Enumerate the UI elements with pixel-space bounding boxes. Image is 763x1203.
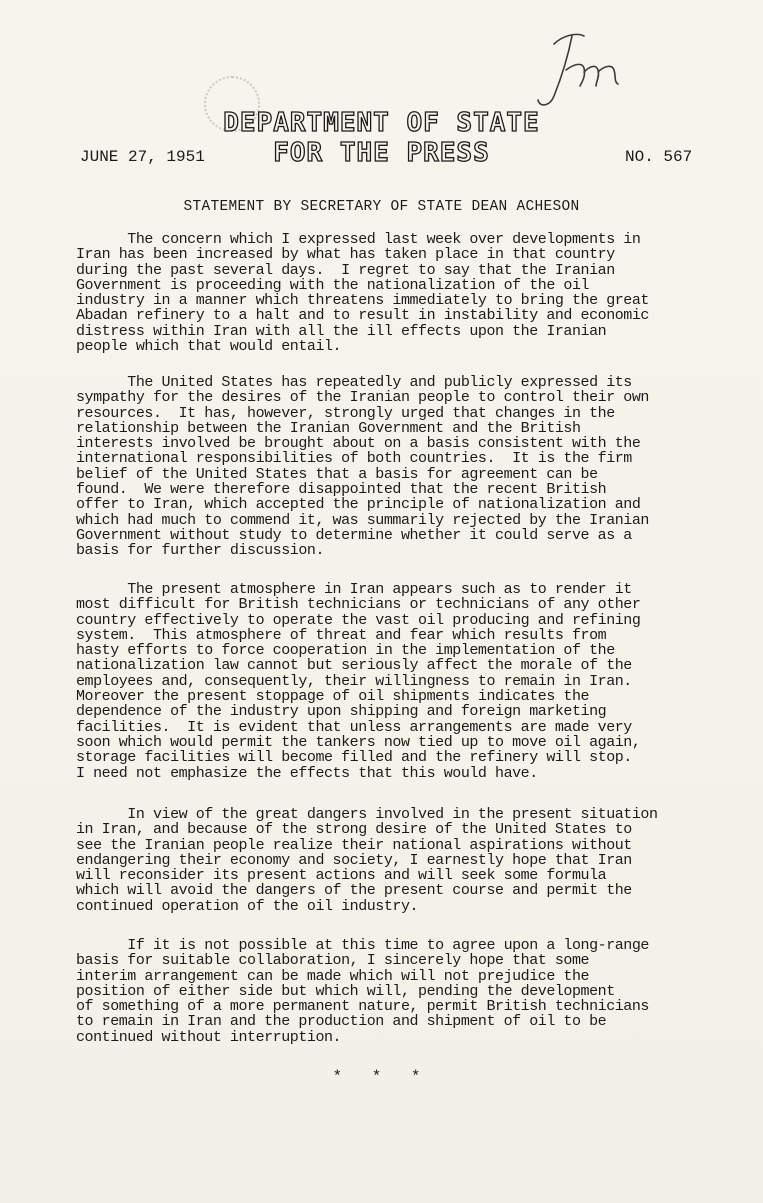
press-heading: FOR THE PRESS [273,138,490,168]
handwritten-initials [532,26,632,116]
release-number: NO. 567 [625,148,693,166]
closing-asterisks: * * * [332,1068,431,1086]
release-date: JUNE 27, 1951 [80,148,205,166]
department-heading: DEPARTMENT OF STATE [223,108,540,138]
statement-title: STATEMENT BY SECRETARY OF STATE DEAN ACHESON [183,199,580,215]
paragraph-3: The present atmosphere in Iran appears such as to render it most difficult for British technicians or technicians of any other country effectively to operate the vast oil producing and refining system. This atmosphere of threat and fear which results from hasty efforts to force cooperation in the implementation of the nationalization law cannot but seriously affect the morale of the employees and, consequently, their willingness to remain in Iran. Moreover the present stoppage of oil shipments indicates the dependence of the industry upon shipping and foreign marketing facilities. It is evident that unless arrangements are made very soon which would permit the tankers now tied up to move oil again, storage facilities will become filled and the refinery will stop. I need not emphasize the effects that this would have. [76,581,641,782]
paragraph-5: If it is not possible at this time to agree upon a long-range basis for suitable collaboration, I sincerely hope that some interim arrangement can be made which will not prejudice the position of either side but which will, pending the development of something of a more permanent nature, permit British technicians to remain in Iran and the production and shipment of oil to be continued without interruption. [76,937,649,1046]
paragraph-1: The concern which I expressed last week over developments in Iran has been increased by what has taken place in that country during the past several days. I regret to say that the Iranian Government is proceeding with the nationalization of the oil industry in a manner which threatens immediately to bring the great Abadan refinery to a halt and to result in instability and economic distress within Iran with all the ill effects upon the Iranian people which that would entail. [76,231,649,356]
paragraph-2: The United States has repeatedly and publicly expressed its sympathy for the desires of the Iranian people to control their own resources. It has, however, strongly urged that changes in the relationship between the Iranian Government and the British interests involved be brought about on a basis consistent with the international responsibilities of both countries. It is the firm belief of the United States that a basis for agreement can be found. We were therefore disappointed that the recent British offer to Iran, which accepted the principle of nationalization and which had much to commend it, was summarily rejected by the Iranian Government without study to determine whether it could serve as a basis for further discussion. [76,374,649,560]
paragraph-4: In view of the great dangers involved in the present situation in Iran, and because of the strong desire of the United States to see the Iranian people realize their national aspirations without endangering their economy and society, I earnestly hope that Iran will reconsider its present actions and will seek some formula which will avoid the dangers of the present course and permit the continued operation of the oil industry. [76,806,658,915]
